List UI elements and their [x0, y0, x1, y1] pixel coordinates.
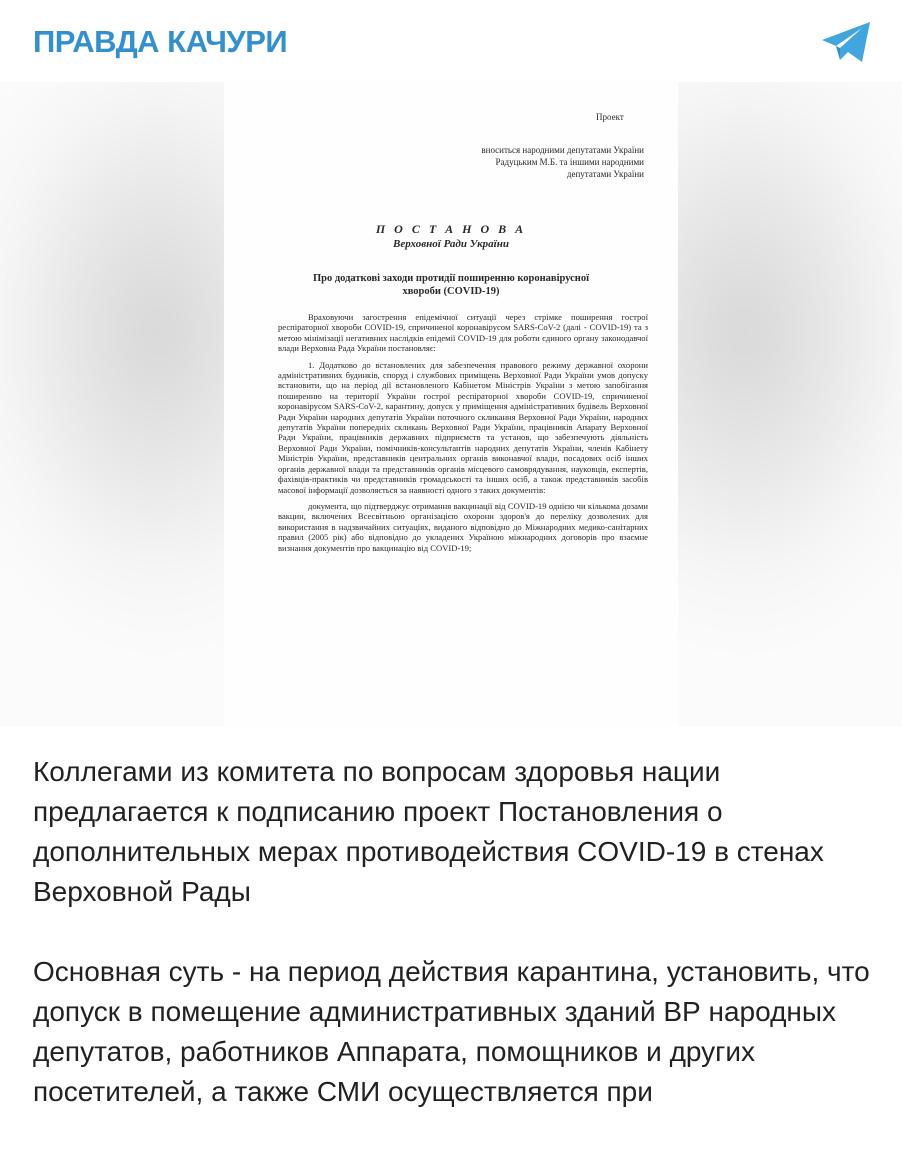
post-text: [33, 752, 873, 1152]
post-paragraph: Коллегами из комитета по вопросам здоровья нации предлагается к подписанию проект Постановления о дополнительных мерах противодействия COVID-19 в стенах Верховной Рады: [33, 756, 824, 907]
doc-heading: Про додаткові заходи протидії поширенню коронавірусної хвороби (COVID-19): [312, 273, 590, 297]
image-blur-left: [0, 82, 224, 726]
doc-paragraph: документа, що підтверджує отримання вакцинації від COVID-19 однією чи кількома дозами вакцин, включених Всесвітньою організацією охорони здоров'я до переліку дозволених для використання в надзвичайних ситуаціях, виданого відповідно до Міжнародних медико-санітарних правил (2005 рік) або відповідно до укладених Україною міжнародних договорів про взаємне визнання документів про вакцинацію від COVID-19;: [278, 500, 648, 553]
doc-paragraph: Враховуючи загострення епідемічної ситуації через стрімке поширення гострої респіраторної хвороби COVID-19, спричиненої коронавірусом SARS-CoV-2 (далі - COVID-19) та з метою мінімізації негативних наслідків епідемії COVID-19 для роботи єдиного органу законодавчої влади Верховна Рада України постановляє:: [278, 312, 648, 354]
document-scan: [224, 82, 678, 726]
doc-subtitle: Верховної Ради України: [393, 238, 509, 250]
image-blur-right: [678, 82, 902, 726]
post-image[interactable]: [0, 82, 902, 726]
post-paragraph: Основная суть - на период действия карантина, установить, что допуск в помещение административных зданий ВР народных депутатов, работников Аппарата, помощников и других посетителей, а также СМИ осуществляется при: [33, 956, 870, 1107]
doc-submitted-by: вноситься народними депутатами України Радуцьким М.Б. та іншими народними депутатами України: [481, 145, 644, 179]
channel-name[interactable]: ПРАВДА КАЧУРИ: [33, 24, 288, 59]
channel-header: [0, 0, 902, 82]
telegram-plane-icon[interactable]: [818, 18, 874, 66]
doc-paragraph: 1. Додатково до встановлених для забезпечення правового режиму державної охорони адміністративних будинків, споруд і службових приміщень Верховної Ради України умов допуску встановити, що на період дії встановленого Кабінетом Міністрів України з метою запобігання поширенню на території України гострої респіраторної хвороби COVID-19, спричиненої коронавірусом SARS-CoV-2, карантину, допуск у приміщення адміністративних будівель Верховної Ради України народних депутатів України поточного скликання Верховної Ради України, народних депутатів України попередніх скликань Верховної Ради України, працівників Апарату Верховної Ради України, працівників державних підприємств та установ, що забезпечують діяльність Верховної Ради України, помічників-консультантів народних депутатів України, членів Кабінету Міністрів України, представників центральних органів виконавчої влади, посадових осіб інших органів державної влади та представників органів місцевого самоврядування, науковців, експертів, фахівців-практиків чи представників громадськості та інших осіб, а також представників засобів масової інформації дозволяється за наявності одного з таких документів:: [278, 359, 648, 495]
doc-body: [278, 312, 648, 559]
doc-label-project: Проект: [596, 112, 624, 122]
doc-title: П О С Т А Н О В А: [375, 222, 527, 236]
